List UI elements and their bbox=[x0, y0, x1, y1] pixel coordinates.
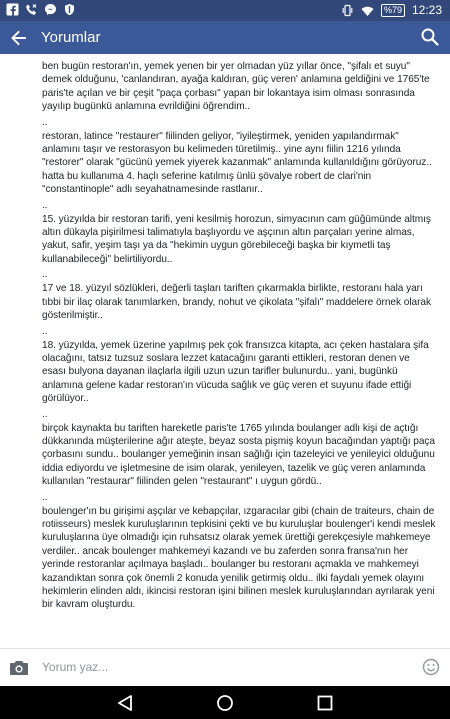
paragraph-separator: .. bbox=[42, 491, 48, 503]
comment-paragraph: birçok kaynakta bu tariften hareketle paris'te 1765 yılında boulanger adlı kişi de açtığı dükkanında müşterilerine ağır ateşte, beyaz sosta pişmiş koyun bacağından yaptığı paça çorbasını sundu.. boulanger yemeğinin insan sağlığı için tazeleyici ve yenileyici olduğunu iddia ediyordu ve işletmesine de isim olarak, yenileyen, tazelik ve güç veren anlamında kullanılan "restaurar" fiilinden gelen "restaurant" ı uygun gördü.. bbox=[42, 422, 435, 488]
facebook-notification-icon bbox=[6, 3, 19, 16]
paragraph-separator: .. bbox=[42, 269, 48, 281]
paragraph-separator: .. bbox=[42, 116, 48, 128]
messenger-icon bbox=[44, 3, 57, 16]
page-title: Yorumlar bbox=[41, 29, 101, 46]
paragraph-separator: .. bbox=[42, 408, 48, 420]
shield-icon bbox=[63, 3, 76, 16]
comment-paragraph: boulenger'ın bu girişimi aşçılar ve kebapçılar, ızgaracılar gibi (chain de traiteurs, chain de rotiisseurs) meslek kuruluşlarının tepkisini çekti ve bu kuruluşlar boulenger'i kendi meslek kuruluşlarına üye olmadığı için ruhsatsız olarak yemek ürettiği gerekçesiyle mahkemeye verdiler.. ancak boulenger mahkemeyi kazandı ve bu zaferden sonra fransa'nın her yerinde restoranlar açılmaya başladı.. boulanger bu restoranı açmakla ve mahkemeyi kazandıktan sonra çok önemli 2 konuda yenilik getirmiş oldu.. ilki faydalı yemek olayını hekimlerin elinden aldı, ikincisi restoran işini bilinen meslek kuruluşlarından ayrılarak yeni bir kavram oluşturdu. bbox=[42, 505, 436, 611]
comment-input[interactable]: Yorum yaz... bbox=[42, 660, 109, 674]
wifi-icon bbox=[361, 4, 374, 17]
clock: 12:23 bbox=[411, 3, 442, 17]
smiley-icon[interactable] bbox=[422, 658, 440, 676]
paragraph-separator: .. bbox=[42, 325, 48, 337]
comment-paragraph: 18. yüzyılda, yemek üzerine yapılmış pek çok fransızca kitapta, acı çeken hastalara şifa olacağını, tatsız tuzsuz soslara lezzet katacağını garanti ettikleri, restoran denen ve esası bulyona dayanan ilaçlarla ilgili uzun uzun tarifler bulunurdu.. yani, bugünkü anlamına gelene kadar restoran'ın vücuda sağlık ve güç veren et suyunu ifade ettiği görülüyor.. bbox=[42, 339, 429, 405]
square-recents-icon[interactable] bbox=[316, 694, 334, 712]
comment-composer bbox=[0, 648, 450, 686]
camera-icon[interactable] bbox=[9, 659, 29, 677]
comment-paragraph: 15. yüzyılda bir restoran tarifi, yeni kesilmiş horozun, simyacının cam güğümünde altmış altın dükayla pişirilmesi talimatıyla başlıyordu ve aşçının altın parçaları yerine almas, yakut, safir, yeşim taşı ya da "hekimin uygun görebileceği başka bir kıymetli taş kullanabileceği" belirtiliyordu.. bbox=[42, 213, 431, 265]
app-bar bbox=[0, 21, 450, 54]
comment-paragraph: ben bugün restoran'ın, yemek yenen bir yer olmadan yüz yıllar önce, "şifalı et suyu" demek olduğunu, 'canlandıran, ayağa kaldıran, güç veren' anlamına geldiğini ve 1765'te paris'te açılan ve bir çeşit "paça çorbası" yapan bir lokantaya isim olması sonrasında yayılıp bugünkü anlamına evrildiğini öğrendim.. bbox=[42, 61, 430, 113]
triangle-back-icon[interactable] bbox=[116, 694, 134, 712]
circle-home-icon[interactable] bbox=[216, 694, 234, 712]
battery-indicator: %79 bbox=[381, 4, 405, 17]
comment-content[interactable] bbox=[0, 54, 450, 648]
arrow-left-icon[interactable] bbox=[8, 27, 30, 49]
search-icon[interactable] bbox=[420, 27, 440, 47]
system-nav-bar bbox=[0, 686, 450, 719]
phone-missed-call-icon bbox=[25, 3, 38, 16]
comment-paragraph: restoran, latince "restaurer" fiilinden geliyor, "iyileştirmek, yeniden yapılandırmak" anlamını taşır ve restorasyon bu kelimeden türetilmiş.. yine aynı fiilin 1216 yılında "restorer" olarak "gücünü yemek yiyerek kazanmak" anlamında kullanıldığını görüyoruz.. hatta bu kullanıma 4. haçlı seferine katılmış ünlü şövalye robert de clari'nin "constantinople" adlı seyahatnamesinde rastlanır.. bbox=[42, 130, 432, 196]
comment-paragraph: 17 ve 18. yüzyıl sözlükleri, değerli taşları tariften çıkarmakla birlikte, restoranı hala yarı tıbbi bir ilaç olarak tanımlarken, brandy, nohut ve çikolata "şifalı" maddelere örnek olarak gösterilmiştir.. bbox=[42, 283, 431, 322]
paragraph-separator: .. bbox=[42, 199, 48, 211]
vibrate-icon bbox=[341, 4, 354, 17]
status-bar bbox=[0, 0, 450, 21]
comment-body bbox=[0, 54, 450, 612]
